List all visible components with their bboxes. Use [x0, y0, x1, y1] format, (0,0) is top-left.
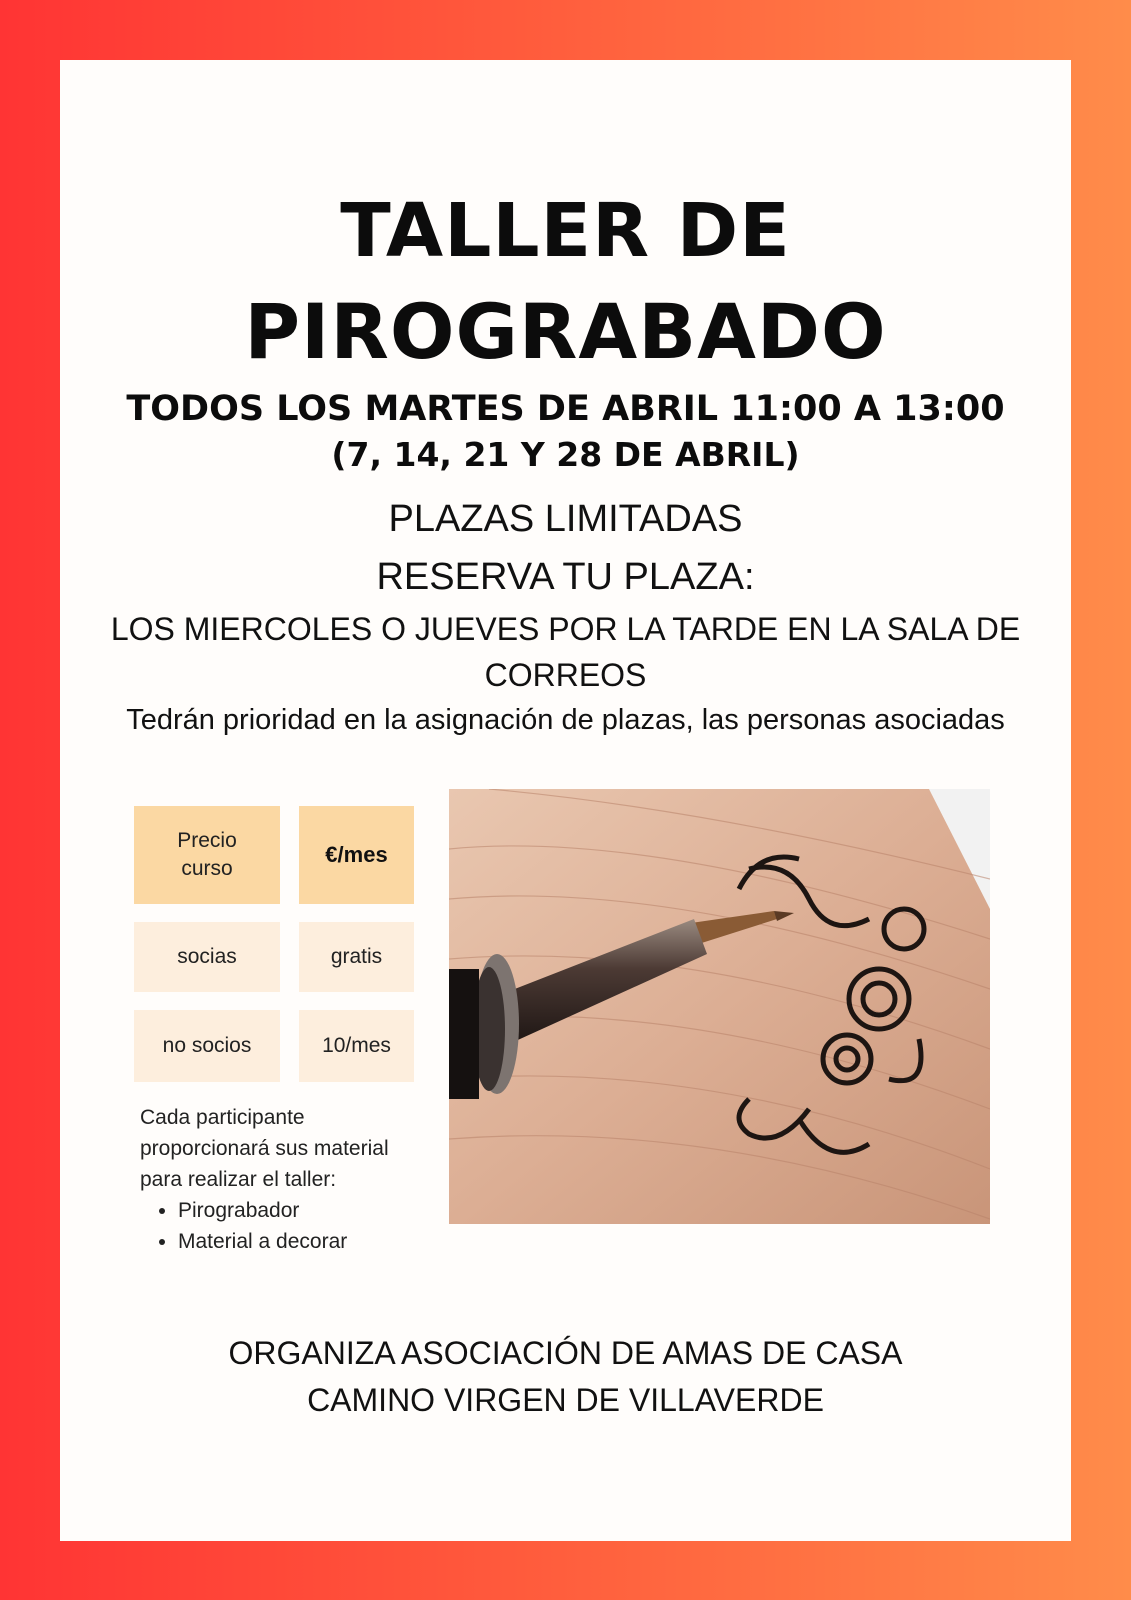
reserve-details: LOS MIERCOLES O JUEVES POR LA TARDE EN LA SALA DE CORREOS [110, 611, 1021, 693]
dates-text: (7, 14, 21 Y 28 DE ABRIL) [331, 435, 800, 474]
price-header-label-text: Precio curso [177, 829, 237, 880]
organizer-line-2: CAMINO VIRGEN DE VILLAVERDE [307, 1382, 824, 1418]
table-cell: gratis [330, 945, 383, 968]
materials-note [140, 1102, 430, 1257]
poster-sheet [60, 60, 1071, 1541]
reserve-heading: RESERVA TU PLAZA: [376, 556, 755, 598]
limited-places-text: PLAZAS LIMITADAS [388, 498, 743, 540]
price-header-label [134, 806, 280, 904]
organizer-line-1: ORGANIZA ASOCIACIÓN DE AMAS DE CASA [228, 1335, 903, 1371]
price-header-unit-text: €/mes [325, 842, 388, 867]
list-item: • Material a decorar [178, 1226, 430, 1257]
title-line-2: PIROGRABADO [244, 287, 887, 376]
table-cell: 10/mes [322, 1034, 391, 1057]
priority-note: Tedrán prioridad en la asignación de plazas, las personas asociadas [126, 704, 1005, 736]
table-cell: no socios [162, 1034, 252, 1057]
table-row-nosocios-label [134, 1010, 280, 1082]
title-line-1: TALLER DE [340, 188, 791, 274]
table-cell: socias [177, 945, 237, 968]
table-row-nosocios-value [299, 1010, 414, 1082]
schedule-text: TODOS LOS MARTES DE ABRIL 11:00 A 13:00 [126, 389, 1005, 429]
pyrography-photo [449, 789, 990, 1224]
materials-intro: Cada participante proporcionará sus material para realizar el taller: [140, 1106, 389, 1191]
list-item: • Pirograbador [178, 1195, 430, 1226]
price-header-unit [299, 806, 414, 904]
pyrography-illustration [449, 789, 990, 1224]
table-row-socias-label [134, 922, 280, 992]
table-row-socias-value [299, 922, 414, 992]
materials-list [140, 1195, 430, 1257]
